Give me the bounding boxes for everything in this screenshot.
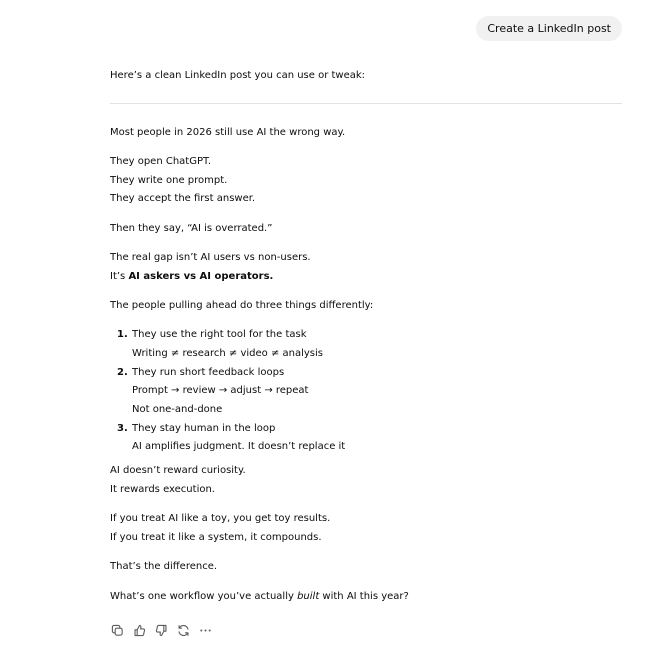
list-number: 3. — [117, 423, 128, 434]
list-item-title: They run short feedback loops — [132, 367, 285, 378]
good-response-button[interactable] — [132, 623, 146, 637]
post-line: They accept the first answer. — [110, 193, 256, 204]
post-line: Then they say, “AI is overrated.” — [110, 223, 273, 234]
list-item-detail: Writing ≠ research ≠ video ≠ analysis — [132, 348, 323, 359]
user-message-text: Create a LinkedIn post — [487, 22, 611, 35]
intro-text: Here’s a clean LinkedIn post you can use or tweak: — [110, 70, 366, 81]
post-line: It rewards execution. — [110, 484, 215, 495]
divider — [110, 103, 622, 104]
post-line — [110, 267, 273, 286]
regenerate-icon — [177, 624, 190, 637]
copy-button[interactable] — [110, 623, 124, 637]
post-line: Most people in 2026 still use AI the wrong way. — [110, 127, 346, 138]
more-options-button[interactable] — [198, 623, 212, 637]
post-line: They write one prompt. — [110, 175, 228, 186]
post-line: The people pulling ahead do three things differently: — [110, 300, 374, 311]
bad-response-button[interactable] — [154, 623, 168, 637]
list-item-title: They stay human in the loop — [132, 423, 276, 434]
italic-text: built — [297, 591, 320, 602]
list-number: 2. — [117, 367, 128, 378]
post-line: The real gap isn’t AI users vs non-users. — [110, 252, 311, 263]
post-line: If you treat AI like a toy, you get toy results. — [110, 513, 331, 524]
list-number: 1. — [117, 329, 128, 340]
list-item-detail: AI amplifies judgment. It doesn’t replace it — [132, 441, 346, 452]
post-text: It’s — [110, 271, 129, 282]
list-item-detail: Not one-and-done — [132, 404, 223, 415]
more-icon — [199, 624, 212, 637]
regenerate-button[interactable] — [176, 623, 190, 637]
post-line: If you treat it like a system, it compounds. — [110, 532, 322, 543]
message-actions — [110, 622, 212, 638]
post-line — [110, 587, 409, 606]
post-text: with AI this year? — [319, 591, 409, 602]
post-line: That’s the difference. — [110, 561, 218, 572]
list-item-detail: Prompt → review → adjust → repeat — [132, 385, 309, 396]
thumbs-up-icon — [133, 624, 146, 637]
post-line: They open ChatGPT. — [110, 156, 212, 167]
post-text: What’s one workflow you’ve actually — [110, 591, 298, 602]
bold-text: AI askers vs AI operators. — [128, 271, 274, 282]
user-message-bubble — [476, 16, 622, 41]
copy-icon — [111, 624, 124, 637]
list-item-title: They use the right tool for the task — [132, 329, 307, 340]
post-line: AI doesn’t reward curiosity. — [110, 465, 246, 476]
thumbs-down-icon — [155, 624, 168, 637]
